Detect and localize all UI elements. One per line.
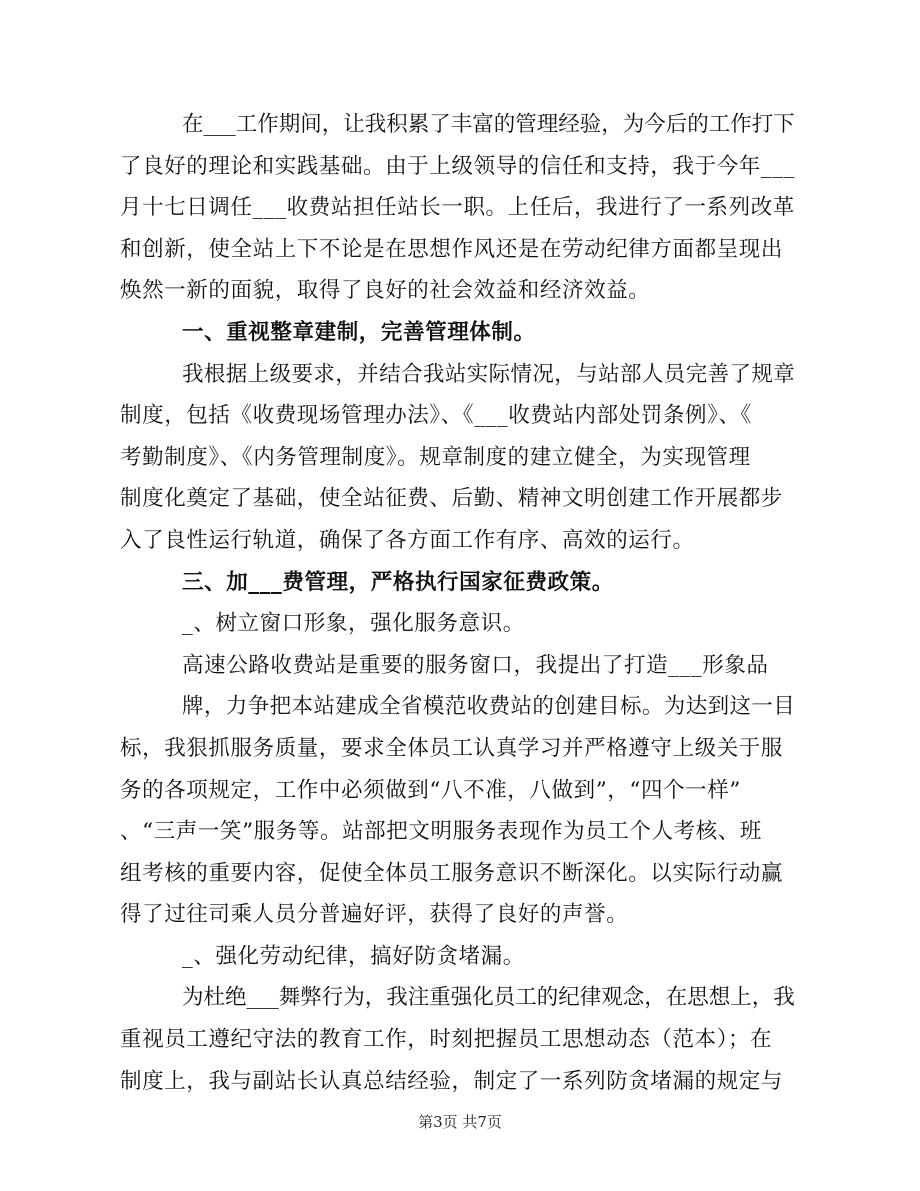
text-line: 组考核的重要内容，促使全体员工服务意识不断深化。以实际行动赢	[120, 860, 784, 886]
text-line: 为杜绝___舞弊行为，我注重强化员工的纪律观念，在思想上，我	[182, 985, 795, 1011]
text-line: _、强化劳动纪律，搞好防贪堵漏。	[182, 943, 525, 969]
text-line: 了良好的理论和实践基础。由于上级领导的信任和支持，我于今年___	[120, 153, 795, 179]
text-line: 在___工作期间，让我积累了丰富的管理经验，为今后的工作打下	[182, 112, 795, 137]
text-line: 入了良性运行轨道，确保了各方面工作有序、高效的运行。	[120, 527, 695, 553]
section-heading: 三、加___费管理，严格执行国家征费政策。	[182, 569, 614, 595]
text-line: 牌，力争把本站建成全省模范收费站的创建目标。为达到这一目	[182, 694, 796, 720]
text-line: 和创新，使全站上下不论是在思想作风还是在劳动纪律方面都呈现出	[120, 236, 784, 262]
text-line: 标，我狠抓服务质量，要求全体员工认真学习并严格遵守上级关于服	[120, 735, 784, 761]
text-line: 重视员工遵纪守法的教育工作，时刻把握员工思想动态（范本）；在	[120, 1027, 773, 1053]
text-line: 制度上，我与副站长认真总结经验，制定了一系列防贪堵漏的规定与	[120, 1068, 784, 1094]
text-line: 焕然一新的面貌，取得了良好的社会效益和经济效益。	[120, 278, 651, 304]
text-line: 制度，包括《收费现场管理办法》、《___收费站内部处罚条例》、《	[120, 403, 752, 429]
text-line: 、“三声一笑”服务等。站部把文明服务表现作为员工个人考核、班	[120, 819, 762, 845]
text-line: 高速公路收费站是重要的服务窗口，我提出了打造___形象品	[182, 652, 769, 678]
text-line: 务的各项规定，工作中必须做到“八不准，八做到”，“四个一样”	[120, 777, 741, 803]
text-line: _、树立窗口形象，强化服务意识。	[182, 611, 525, 637]
page-footer: 第3页 共7页	[418, 1113, 502, 1131]
document-body	[120, 104, 800, 1102]
text-line: 月十七日调任___收费站担任站长一职。上任后，我进行了一系列改革	[120, 195, 795, 221]
section-heading: 一、重视整章建制，完善管理体制。	[182, 319, 536, 345]
text-line: 制度化奠定了基础，使全站征费、后勤、精神文明创建工作开展都步	[120, 486, 784, 512]
text-line: 考勤制度》、《内务管理制度》。规章制度的建立健全，为实现管理	[120, 444, 751, 470]
text-line: 得了过往司乘人员分普遍好评，获得了良好的声誉。	[120, 902, 629, 928]
text-line: 我根据上级要求，并结合我站实际情况，与站部人员完善了规章	[182, 361, 796, 387]
